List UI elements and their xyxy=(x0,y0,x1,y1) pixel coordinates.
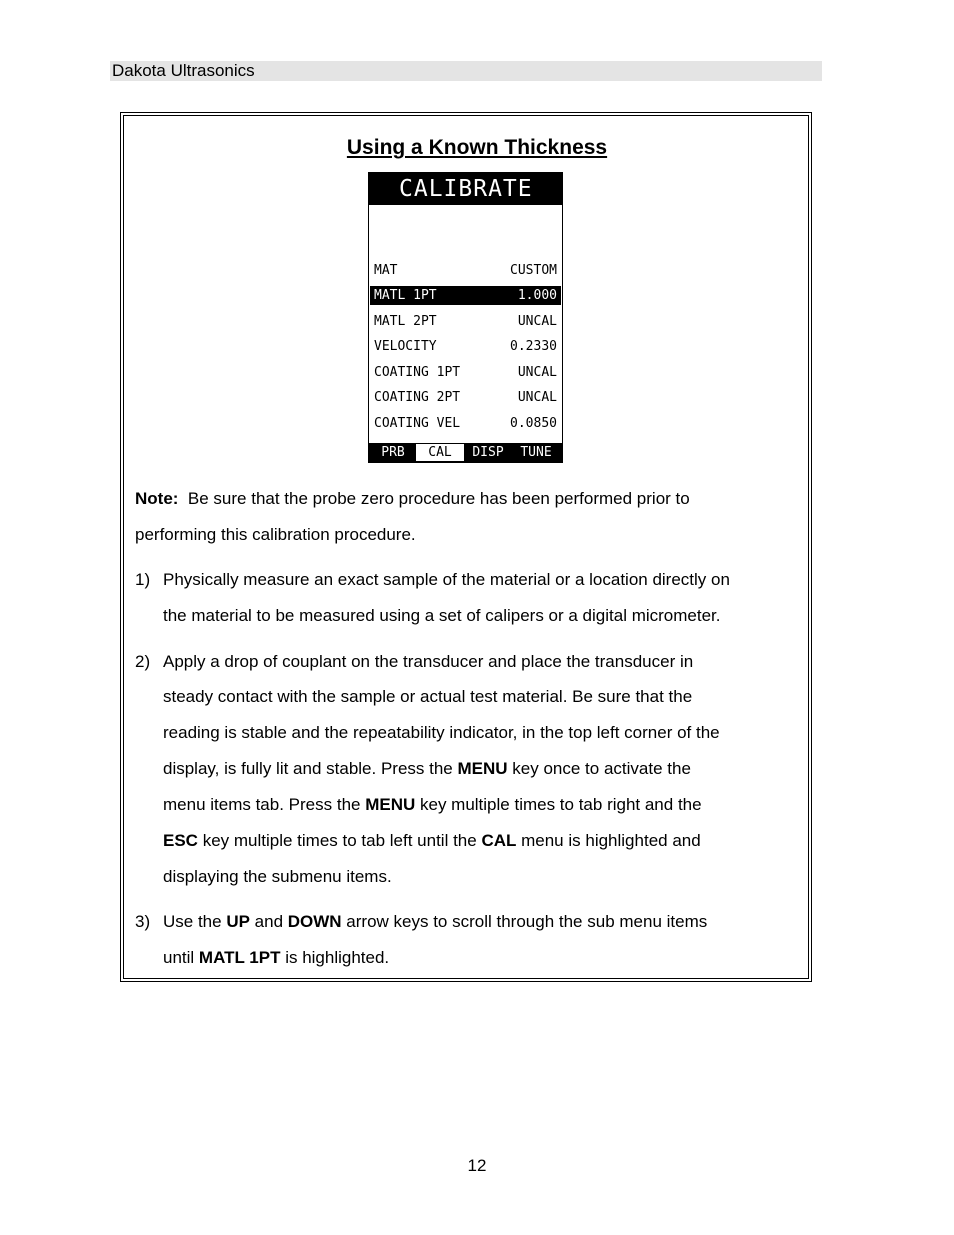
menu-key-label: MENU xyxy=(365,795,416,814)
menu-row-label: MATL 1PT xyxy=(374,288,437,303)
step-2-line-5 xyxy=(163,787,702,823)
text-span: is highlighted. xyxy=(280,948,390,967)
esc-key-label: ESC xyxy=(163,831,198,850)
step-2-line-2: steady contact with the sample or actual test material. Be sure that the xyxy=(163,687,693,706)
step-2-line-4 xyxy=(163,751,691,787)
menu-row-coating-2pt xyxy=(370,388,561,407)
text-span: key multiple times to tab right and the xyxy=(415,795,702,814)
up-key-label: UP xyxy=(226,912,250,931)
menu-row-label: COATING 1PT xyxy=(374,365,461,380)
tab-disp: DISP xyxy=(472,445,504,460)
text-span: display, is fully lit and stable. Press the xyxy=(163,759,458,778)
menu-row-value: UNCAL xyxy=(517,390,557,405)
step-number: 3) xyxy=(135,912,151,931)
tab-cal: CAL xyxy=(416,444,464,461)
step-number: 1) xyxy=(135,570,151,589)
text-span: Use the xyxy=(163,912,227,931)
step-3-line-2 xyxy=(163,940,389,976)
note-text: Be sure that the probe zero procedure has been performed prior to xyxy=(187,489,690,508)
text-span: until xyxy=(163,948,199,967)
step-2-line-3: reading is stable and the repeatability indicator, in the top left corner of the xyxy=(163,723,720,742)
menu-row-value: UNCAL xyxy=(517,314,557,329)
menu-row-value: UNCAL xyxy=(517,365,557,380)
text-span: and xyxy=(249,912,288,931)
step-number: 2) xyxy=(135,652,151,671)
menu-row-value: CUSTOM xyxy=(510,263,557,278)
note-line-1 xyxy=(135,481,690,517)
step-2-line-1: Apply a drop of couplant on the transducer and place the transducer in xyxy=(163,652,694,671)
page-header: Dakota Ultrasonics xyxy=(110,61,822,81)
text-span: key once to activate the xyxy=(507,759,691,778)
cal-menu-label: CAL xyxy=(481,831,517,850)
text-span: menu is highlighted and xyxy=(516,831,701,850)
note-line-2: performing this calibration procedure. xyxy=(135,525,416,544)
screen-title: CALIBRATE xyxy=(369,173,562,205)
menu-row-label: VELOCITY xyxy=(374,339,437,354)
down-key-label: DOWN xyxy=(287,912,342,931)
text-span: key multiple times to tab left until the xyxy=(197,831,482,850)
step-2-line-6 xyxy=(163,823,701,859)
menu-row-value: 0.0850 xyxy=(510,416,557,431)
note-label: Note: xyxy=(135,489,179,508)
menu-row-value: 1.000 xyxy=(517,288,557,303)
menu-row-label: MATL 2PT xyxy=(374,314,437,329)
tab-prb: PRB xyxy=(381,445,405,460)
text-span: arrow keys to scroll through the sub menu items xyxy=(341,912,708,931)
tab-tune: TUNE xyxy=(520,445,552,460)
menu-row-matl-1pt xyxy=(370,286,561,305)
screen-tab-bar xyxy=(369,443,562,462)
text-span: menu items tab. Press the xyxy=(163,795,366,814)
page-number: 12 xyxy=(467,1156,487,1175)
step-2-line-7: displaying the submenu items. xyxy=(163,867,392,886)
menu-row-velocity xyxy=(370,337,561,356)
menu-row-label: MAT xyxy=(374,263,398,278)
step-3-line-1 xyxy=(163,904,707,940)
menu-row-label: COATING VEL xyxy=(374,416,461,431)
calibrate-screen xyxy=(368,172,563,463)
menu-key-label: MENU xyxy=(457,759,508,778)
step-1-line-1: Physically measure an exact sample of the material or a location directly on xyxy=(163,570,730,589)
menu-row-value: 0.2330 xyxy=(510,339,557,354)
menu-row-label: COATING 2PT xyxy=(374,390,461,405)
menu-row-mat xyxy=(370,261,561,280)
menu-row-coating-vel xyxy=(370,414,561,433)
section-title: Using a Known Thickness xyxy=(346,136,608,159)
step-1-line-2: the material to be measured using a set of calipers or a digital micrometer. xyxy=(163,606,721,625)
matl-1pt-label: MATL 1PT xyxy=(198,948,281,967)
menu-row-coating-1pt xyxy=(370,363,561,382)
menu-row-matl-2pt xyxy=(370,312,561,331)
